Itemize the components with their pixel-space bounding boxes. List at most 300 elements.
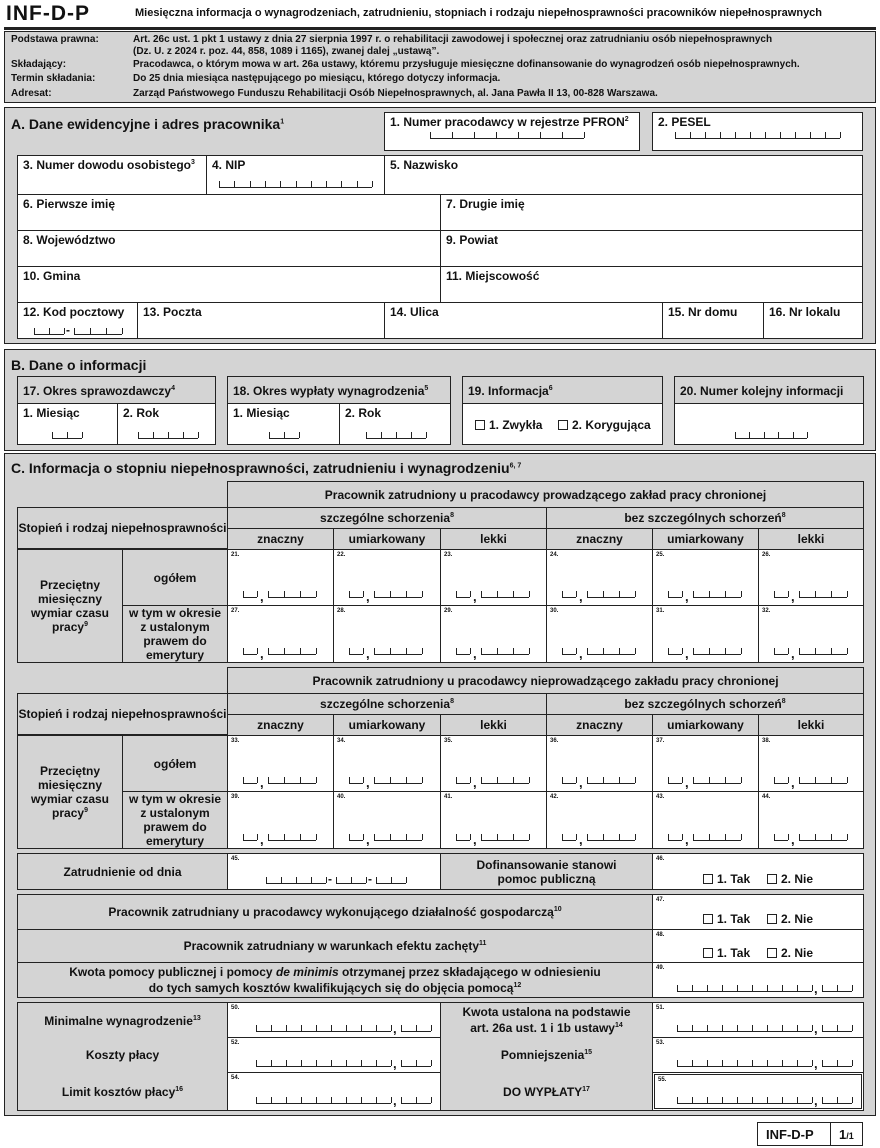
employment-from-ticks-day (376, 883, 406, 884)
section-a-title: A. Dane ewidencyjne i adres pracownika$^1$ (11, 116, 285, 132)
incentive-effect-yes-option[interactable]: 1. Tak (703, 946, 750, 960)
amount-decimal-ticks (401, 1066, 431, 1067)
post-office-label: 13. Poczta (143, 305, 202, 319)
hours-integer-ticks (562, 654, 576, 655)
reductions-label: Pomniejszenia$^{15}$ (500, 1048, 593, 1062)
aid-amount-label: Kwota pomocy publicznej i pomocy de minimis otrzymanej przez składającego w odniesieniu do tych samych kosztów kwalifikujących się do objęcia pomocą$^{12}$ (17, 962, 653, 998)
cofinancing-label: Dofinansowanie stanowi pomoc publiczną (440, 853, 653, 890)
non-protected-col-header-4: znaczny (546, 714, 653, 736)
town-label: 11. Miejscowość (446, 269, 540, 283)
hours-decimal-ticks (481, 654, 529, 655)
non-protected-avg-time-label: Przeciętny miesięczny wymiar czasu pracy$^9$ (17, 735, 123, 849)
employment-from-field[interactable] (227, 853, 441, 890)
decimal-comma: , (366, 775, 370, 790)
decimal-comma: , (814, 1021, 818, 1036)
hours-decimal-ticks (374, 840, 422, 841)
field-number: 46. (656, 856, 665, 862)
field-number: 33. (231, 738, 240, 744)
voivodeship-label: 8. Województwo (23, 233, 116, 247)
protected-retirement-label: w tym w okresie z ustalonym prawem do emerytury (122, 605, 228, 663)
non-protected-retirement-label: w tym w okresie z ustalonym prawem do emerytury (122, 791, 228, 849)
non-protected-total-hours-field[interactable] (227, 735, 334, 792)
footer-page: 1/1 (839, 1127, 854, 1142)
id-number-label: 3. Numer dowodu osobistego$^3$ (23, 158, 195, 172)
decimal-comma: , (473, 832, 477, 847)
pesel-label: 2. PESEL (658, 115, 711, 129)
amount-integer-ticks (256, 1103, 391, 1104)
decimal-comma: , (260, 589, 264, 604)
info-number-label: 20. Numer kolejny informacji (680, 384, 844, 398)
hours-integer-ticks (668, 840, 682, 841)
hours-integer-ticks (774, 840, 788, 841)
incentive-effect-field (652, 929, 864, 963)
field-number: 42. (550, 794, 559, 800)
hours-integer-ticks (349, 840, 363, 841)
hours-decimal-ticks (799, 840, 847, 841)
amount-integer-ticks (677, 991, 812, 992)
nip-ticks (219, 187, 372, 188)
info-type-label: 19. Informacja$^6$ (468, 384, 553, 398)
hours-decimal-ticks (693, 654, 741, 655)
decimal-comma: , (685, 832, 689, 847)
decimal-comma: , (579, 832, 583, 847)
hours-decimal-ticks (587, 840, 635, 841)
amount-decimal-ticks (401, 1031, 431, 1032)
employment-from-ticks-month (336, 883, 366, 884)
hours-integer-ticks (243, 783, 257, 784)
decimal-comma: , (579, 775, 583, 790)
payment-period-header (227, 376, 451, 404)
wage-limit-field[interactable] (227, 1072, 441, 1111)
field-number: 28. (337, 608, 346, 614)
submitter-text: Pracodawca, o którym mowa w art. 26a ustawy, któremu przysługuje miesięczne dofinansowanie do wynagrodzeń osób niepełnosprawnych. (133, 59, 800, 70)
field-number: 31. (656, 608, 665, 614)
field-number: 23. (444, 552, 453, 558)
basis-label: Podstawa prawna: (11, 34, 99, 45)
amount-decimal-ticks (822, 1103, 852, 1104)
field-number: 35. (444, 738, 453, 744)
hours-integer-ticks (456, 597, 470, 598)
pesel-ticks (675, 138, 840, 139)
hours-decimal-ticks (268, 840, 316, 841)
payment-year-ticks (366, 438, 426, 439)
hours-integer-ticks (668, 597, 682, 598)
decimal-comma: , (260, 832, 264, 847)
reporting-year-field[interactable] (117, 403, 216, 445)
hours-decimal-ticks (481, 597, 529, 598)
amount-integer-ticks (677, 1031, 812, 1032)
cofinancing-yes-option[interactable]: 1. Tak (703, 872, 750, 886)
payment-year-field[interactable] (339, 403, 451, 445)
non-protected-no-special-header: bez szczególnych schorzeń$^8$ (546, 693, 864, 715)
reporting-month-ticks (52, 438, 82, 439)
non-protected-retirement-hours-field[interactable] (227, 791, 334, 849)
non-protected-special-header: szczególne schorzenia$^8$ (227, 693, 547, 715)
amount-integer-ticks (256, 1066, 391, 1067)
date-dash: - (368, 872, 372, 886)
decimal-comma: , (366, 832, 370, 847)
hours-decimal-ticks (693, 783, 741, 784)
postal-code-dash: - (66, 323, 70, 337)
field-number: 41. (444, 794, 453, 800)
house-number-field[interactable] (662, 302, 764, 339)
hours-decimal-ticks (587, 597, 635, 598)
incentive-effect-label: Pracownik zatrudniany w warunkach efektu zachęty$^{11}$ (17, 929, 653, 963)
payout-label: DO WYPŁATY$^{17}$ (503, 1084, 590, 1099)
protected-col-header-2: umiarkowany (333, 528, 441, 550)
payout-field[interactable] (652, 1072, 864, 1111)
non-protected-col-header-2: umiarkowany (333, 714, 441, 736)
field-number: 54. (231, 1075, 240, 1081)
hours-decimal-ticks (693, 597, 741, 598)
non-protected-retirement-hours-field[interactable] (333, 791, 441, 849)
field-number: 38. (762, 738, 771, 744)
hours-decimal-ticks (587, 783, 635, 784)
decimal-comma: , (260, 646, 264, 661)
checkbox-icon (767, 914, 777, 924)
field-number: 45. (231, 856, 240, 862)
decimal-comma: , (393, 1056, 397, 1071)
checkbox-icon (558, 420, 568, 430)
wage-costs-field[interactable] (227, 1037, 441, 1073)
amount-decimal-ticks (822, 1031, 852, 1032)
date-dash: - (328, 872, 332, 886)
submitter-label: Składający: (11, 59, 67, 70)
county-field[interactable] (440, 230, 863, 267)
post-office-field[interactable] (137, 302, 385, 339)
hours-integer-ticks (349, 597, 363, 598)
footer-code-box (757, 1122, 831, 1146)
protected-total-label: ogółem (122, 549, 228, 606)
decimal-comma: , (260, 775, 264, 790)
non-protected-total-hours-field[interactable] (652, 735, 759, 792)
field-number: 22. (337, 552, 346, 558)
footer-code: INF-D-P (766, 1127, 814, 1142)
protected-retirement-hours-field[interactable] (440, 605, 547, 663)
business-activity-label: Pracownik zatrudniany u pracodawcy wykonującego działalność gospodarczą$^{10}$ (17, 894, 653, 930)
determined-amount-label: Kwota ustalona na podstawie art. 26a ust. 1 i 1b ustawy$^{14}$ (462, 1005, 631, 1035)
protected-retirement-hours-field[interactable] (652, 605, 759, 663)
street-field[interactable] (384, 302, 663, 339)
postal-code-ticks-a (34, 334, 64, 335)
hours-integer-ticks (349, 654, 363, 655)
non-protected-col-header-5: umiarkowany (652, 714, 759, 736)
postal-code-ticks-b (74, 334, 122, 335)
non-protected-employer-header: Pracownik zatrudniony u pracodawcy nieprowadzącego zakładu pracy chronionej (227, 667, 864, 694)
field-number: 49. (656, 965, 665, 971)
amount-decimal-ticks (822, 1066, 852, 1067)
decimal-comma: , (814, 1093, 818, 1108)
reporting-period-header (17, 376, 216, 404)
hours-decimal-ticks (374, 597, 422, 598)
field-number: 34. (337, 738, 346, 744)
commune-label: 10. Gmina (23, 269, 81, 283)
info-number-ticks (735, 438, 807, 439)
non-protected-total-hours-field[interactable] (758, 735, 864, 792)
checkbox-icon (703, 874, 713, 884)
non-protected-col-header-1: znaczny (227, 714, 334, 736)
decimal-comma: , (579, 646, 583, 661)
decimal-comma: , (393, 1021, 397, 1036)
field-number: 29. (444, 608, 453, 614)
hours-decimal-ticks (268, 597, 316, 598)
non-protected-total-hours-field[interactable] (333, 735, 441, 792)
field-number: 26. (762, 552, 771, 558)
field-number: 40. (337, 794, 346, 800)
basis-text: Art. 26c ust. 1 pkt 1 ustawy z dnia 27 sierpnia 1997 r. o rehabilitacji zawodowej i społecznej oraz zatrudnianiu osób niepełnosprawnych (133, 34, 773, 45)
protected-total-hours-field[interactable] (227, 549, 334, 606)
decimal-comma: , (814, 981, 818, 996)
hours-integer-ticks (668, 783, 682, 784)
decimal-comma: , (473, 589, 477, 604)
pesel-field[interactable] (652, 112, 863, 151)
wage-limit-label: Limit kosztów płacy$^{16}$ (61, 1084, 184, 1099)
hours-integer-ticks (774, 597, 788, 598)
employer-number-label: 1. Numer pracodawcy w rejestrze PFRON$^2$ (390, 115, 629, 129)
payment-month-ticks (269, 438, 299, 439)
protected-col-header-3: lekki (440, 528, 547, 550)
protected-no-special-header: bez szczególnych schorzeń$^8$ (546, 507, 864, 529)
non-protected-retirement-hours-field[interactable] (546, 791, 653, 849)
protected-employer-header: Pracownik zatrudniony u pracodawcy prowadzącego zakład pracy chronionej (227, 481, 864, 508)
hours-integer-ticks (349, 783, 363, 784)
protected-total-hours-field[interactable] (652, 549, 759, 606)
header-rule (4, 27, 876, 30)
decimal-comma: , (685, 589, 689, 604)
field-number: 50. (231, 1005, 240, 1011)
hours-decimal-ticks (481, 840, 529, 841)
info-type-correction-option[interactable]: 2. Korygująca (558, 418, 651, 432)
field-number: 51. (656, 1005, 665, 1011)
non-protected-total-label: ogółem (122, 735, 228, 792)
hours-decimal-ticks (693, 840, 741, 841)
checkbox-icon (475, 420, 485, 430)
field-number: 47. (656, 897, 665, 903)
protected-total-hours-field[interactable] (758, 549, 864, 606)
nip-label: 4. NIP (212, 158, 246, 172)
protected-col-header-4: znaczny (546, 528, 653, 550)
aid-amount-field[interactable] (652, 962, 864, 998)
addressee-text: Zarząd Państwowego Funduszu Rehabilitacji Osób Niepełnosprawnych, al. Jana Pawła II 13, 00-828 Warszawa. (133, 88, 658, 99)
field-number: 52. (231, 1040, 240, 1046)
protected-total-hours-field[interactable] (440, 549, 547, 606)
field-number: 43. (656, 794, 665, 800)
reporting-year-label: 2. Rok (123, 406, 160, 420)
payment-period-label: 18. Okres wypłaty wynagrodzenia$^5$ (233, 384, 429, 398)
legal-info (4, 31, 876, 103)
section-c-title: C. Informacja o stopniu niepełnosprawności, zatrudnieniu i wynagrodzeniu$^{6, 7}$ (11, 460, 522, 476)
employment-from-label: Zatrudnienie od dnia (17, 853, 228, 890)
checkbox-icon (767, 948, 777, 958)
info-number-header (674, 376, 864, 404)
protected-retirement-hours-field[interactable] (546, 605, 653, 663)
commune-field[interactable] (17, 266, 441, 303)
second-name-field[interactable] (440, 194, 863, 231)
payment-month-label: 1. Miesiąc (233, 406, 290, 420)
field-number: 24. (550, 552, 559, 558)
id-number-field[interactable] (17, 155, 207, 195)
county-label: 9. Powiat (446, 233, 499, 247)
hours-integer-ticks (562, 840, 576, 841)
cofinancing-no-option[interactable]: 2. Nie (767, 872, 813, 886)
info-type-header (462, 376, 663, 404)
decimal-comma: , (791, 589, 795, 604)
decimal-comma: , (366, 589, 370, 604)
business-activity-field (652, 894, 864, 930)
decimal-comma: , (473, 775, 477, 790)
hours-decimal-ticks (799, 597, 847, 598)
decimal-comma: , (473, 646, 477, 661)
business-activity-no-option[interactable]: 2. Nie (767, 912, 813, 926)
amount-decimal-ticks (401, 1103, 431, 1104)
checkbox-icon (767, 874, 777, 884)
field-number: 32. (762, 608, 771, 614)
non-protected-retirement-hours-field[interactable] (758, 791, 864, 849)
hours-decimal-ticks (587, 654, 635, 655)
postal-code-field[interactable] (17, 302, 138, 339)
postal-code-label: 12. Kod pocztowy (23, 305, 125, 319)
info-number-field[interactable] (674, 403, 864, 445)
nip-field[interactable] (206, 155, 385, 195)
info-type-field (462, 403, 663, 445)
decimal-comma: , (393, 1093, 397, 1108)
cofinancing-field (652, 853, 864, 890)
amount-integer-ticks (677, 1066, 812, 1067)
field-number: 37. (656, 738, 665, 744)
incentive-effect-no-option[interactable]: 2. Nie (767, 946, 813, 960)
protected-retirement-hours-field[interactable] (758, 605, 864, 663)
hours-integer-ticks (456, 840, 470, 841)
voivodeship-field[interactable] (17, 230, 441, 267)
protected-col-header-6: lekki (758, 528, 864, 550)
field-number: 44. (762, 794, 771, 800)
payment-month-field[interactable] (227, 403, 340, 445)
reporting-month-field[interactable] (17, 403, 118, 445)
protected-col-header-1: znaczny (227, 528, 334, 550)
field-number: 48. (656, 932, 665, 938)
deadline-text: Do 25 dnia miesiąca następującego po miesiącu, którego dotyczy informacja. (133, 73, 501, 84)
first-name-field[interactable] (17, 194, 441, 231)
hours-decimal-ticks (799, 783, 847, 784)
decimal-comma: , (366, 646, 370, 661)
amount-decimal-ticks (822, 991, 852, 992)
protected-special-header: szczególne schorzenia$^8$ (227, 507, 547, 529)
hours-integer-ticks (243, 597, 257, 598)
hours-decimal-ticks (374, 783, 422, 784)
form-code: INF-D-P (6, 2, 90, 25)
surname-field[interactable] (384, 155, 863, 195)
employer-number-field[interactable] (384, 112, 640, 151)
reductions-field[interactable] (652, 1037, 864, 1073)
checkbox-icon (703, 948, 713, 958)
decimal-comma: , (791, 775, 795, 790)
amount-integer-ticks (256, 1031, 391, 1032)
hours-decimal-ticks (268, 783, 316, 784)
apartment-number-field[interactable] (763, 302, 863, 339)
protected-col-header-5: umiarkowany (652, 528, 759, 550)
section-b-title: B. Dane o informacji (11, 357, 147, 373)
hours-integer-ticks (774, 783, 788, 784)
reporting-month-label: 1. Miesiąc (23, 406, 80, 420)
hours-integer-ticks (562, 783, 576, 784)
protected-avg-time-label: Przeciętny miesięczny wymiar czasu pracy$^9$ (17, 549, 123, 663)
non-protected-col-header-6: lekki (758, 714, 864, 736)
protected-retirement-hours-field[interactable] (333, 605, 441, 663)
house-number-label: 15. Nr domu (668, 305, 738, 319)
second-name-label: 7. Drugie imię (446, 197, 525, 211)
hours-decimal-ticks (268, 654, 316, 655)
first-name-label: 6. Pierwsze imię (23, 197, 116, 211)
hours-integer-ticks (243, 654, 257, 655)
non-protected-degree-label: Stopień i rodzaj niepełnosprawności (17, 693, 228, 735)
non-protected-retirement-hours-field[interactable] (652, 791, 759, 849)
street-label: 14. Ulica (390, 305, 439, 319)
surname-label: 5. Nazwisko (390, 158, 459, 172)
hours-integer-ticks (774, 654, 788, 655)
minimum-wage-field[interactable] (227, 1002, 441, 1038)
employer-number-ticks (430, 138, 584, 139)
basis-text-2: (Dz. U. z 2024 r. poz. 44, 858, 1089 i 1165), zwanej dalej „ustawą”. (133, 46, 440, 57)
field-number: 55. (658, 1077, 667, 1083)
decimal-comma: , (791, 832, 795, 847)
decimal-comma: , (791, 646, 795, 661)
checkbox-icon (703, 914, 713, 924)
town-field[interactable] (440, 266, 863, 303)
non-protected-total-hours-field[interactable] (440, 735, 547, 792)
hours-decimal-ticks (481, 783, 529, 784)
field-number: 53. (656, 1040, 665, 1046)
hours-decimal-ticks (799, 654, 847, 655)
field-number: 27. (231, 608, 240, 614)
amount-integer-ticks (677, 1103, 812, 1104)
payment-year-label: 2. Rok (345, 406, 382, 420)
non-protected-total-hours-field[interactable] (546, 735, 653, 792)
determined-amount-field[interactable] (652, 1002, 864, 1038)
decimal-comma: , (685, 646, 689, 661)
protected-retirement-hours-field[interactable] (227, 605, 334, 663)
decimal-comma: , (579, 589, 583, 604)
wage-costs-label: Koszty płacy (85, 1048, 160, 1062)
field-number: 21. (231, 552, 240, 558)
field-number: 30. (550, 608, 559, 614)
non-protected-retirement-hours-field[interactable] (440, 791, 547, 849)
non-protected-col-header-3: lekki (440, 714, 547, 736)
form-title: Miesięczna informacja o wynagrodzeniach, zatrudnieniu, stopniach i rodzaju niepełnosprawności pracowników niepełnosprawnych (135, 7, 823, 19)
hours-integer-ticks (562, 597, 576, 598)
employment-from-ticks-year (266, 883, 326, 884)
business-activity-yes-option[interactable]: 1. Tak (703, 912, 750, 926)
decimal-comma: , (814, 1056, 818, 1071)
hours-decimal-ticks (374, 654, 422, 655)
hours-integer-ticks (456, 783, 470, 784)
reporting-period-label: 17. Okres sprawozdawczy$^4$ (23, 384, 175, 398)
info-type-regular-option[interactable]: 1. Zwykła (475, 418, 542, 432)
hours-integer-ticks (456, 654, 470, 655)
field-number: 36. (550, 738, 559, 744)
footer-page-box (830, 1122, 863, 1146)
protected-total-hours-field[interactable] (546, 549, 653, 606)
protected-total-hours-field[interactable] (333, 549, 441, 606)
hours-integer-ticks (668, 654, 682, 655)
decimal-comma: , (685, 775, 689, 790)
deadline-label: Termin składania: (11, 73, 96, 84)
minimum-wage-label: Minimalne wynagrodzenie$^{13}$ (44, 1013, 201, 1028)
protected-degree-label: Stopień i rodzaj niepełnosprawności (17, 507, 228, 549)
reporting-year-ticks (138, 438, 198, 439)
field-number: 25. (656, 552, 665, 558)
hours-integer-ticks (243, 840, 257, 841)
addressee-label: Adresat: (11, 88, 52, 99)
